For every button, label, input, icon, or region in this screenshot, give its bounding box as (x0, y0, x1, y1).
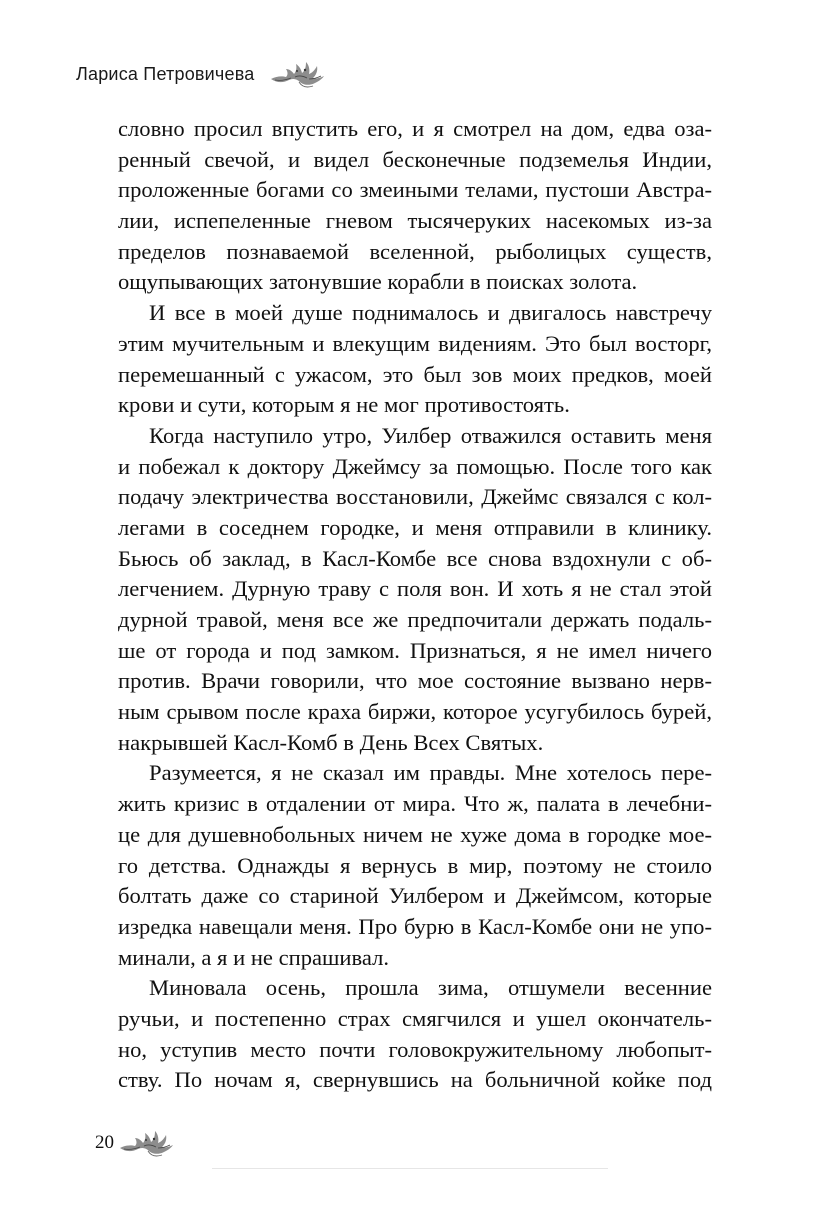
text-line: ству. По ночам я, свернувшись на больничной койке под (118, 1067, 712, 1093)
text-line: Разумеется, я не сказал им правды. Мне хотелось пере- (149, 760, 712, 786)
text-line: словно просил впустить его, и я смотрел на дом, едва оза- (118, 116, 712, 141)
text-line: легчением. Дурную траву с поля вон. И хоть я не стал этой (118, 576, 712, 602)
text-line: Миновала осень, прошла зима, отшумели весенние (149, 975, 712, 1001)
text-line: жить кризис в отдалении от мира. Что ж, палата в лечебни- (118, 791, 712, 817)
text-line: И все в моей душе поднималось и двигалось навстречу (149, 300, 712, 326)
text-line: го детства. Однажды я вернусь в мир, поэтому не стоило (118, 852, 712, 878)
text-line: подачу электричества восстановили, Джеймс связался с кол- (118, 484, 712, 510)
text-line: болтать даже со стариной Уилбером и Джеймсом, которые (118, 883, 712, 909)
text-line: ощупывающих затонувшие корабли в поисках золота. (118, 269, 638, 295)
text-line: против. Врачи говорили, что мое состояние вызвано нерв- (118, 668, 712, 694)
page-footer (95, 1128, 174, 1158)
text-line: но, уступив место почти головокружительному любопыт- (118, 1036, 712, 1062)
text-line: це для душевнобольных ничем не хуже дома в городке мое- (118, 821, 712, 847)
text-line: пределов познаваемой вселенной, рыболицых существ, (118, 238, 712, 264)
text-line: и побежал к доктору Джеймсу за помощью. После того как (118, 453, 712, 479)
text-line: дурной травой, меня все же предпочитали держать подаль- (118, 607, 712, 632)
text-line: проложенные богами со змеиными телами, пустоши Австра- (118, 177, 712, 203)
text-line: минали, а я и не спрашивал. (118, 944, 390, 970)
text-line: ше от города и под замком. Признаться, я не имел ничего (118, 637, 712, 663)
bottom-divider (212, 1168, 608, 1169)
text-line: перемешанный с ужасом, это был зов моих предков, моей (118, 361, 712, 387)
text-line: этим мучительным и влекущим видениям. Это был восторг, (118, 330, 712, 356)
running-head (76, 58, 325, 90)
text-line: Бьюсь об заклад, в Касл-Комбе все снова вздохнули с об- (118, 545, 712, 571)
text-line: ренный свечой, и видел бесконечные подземелья Индии, (118, 146, 712, 172)
text-line: ным срывом после краха биржи, которое усугубилось бурей, (118, 699, 712, 725)
text-line: лии, испепеленные гневом тысячеруких насекомых из-за (118, 208, 712, 234)
kraken-ornament-icon (269, 59, 325, 89)
text-line: Когда наступило утро, Уилбер отважился оставить меня (149, 422, 712, 448)
body-text (118, 114, 712, 1096)
text-line: ручьи, и постепенно страх смягчился и ушел окончатель- (118, 1005, 712, 1031)
text-line: легами в соседнем городке, и меня отправили в клинику. (118, 514, 712, 540)
page-number: 20 (95, 1132, 114, 1153)
author-name: Лариса Петровичева (76, 63, 255, 84)
text-line: накрывшей Касл-Комб в День Всех Святых. (118, 729, 544, 755)
kraken-ornament-icon (118, 1128, 174, 1158)
text-line: изредка навещали меня. Про бурю в Касл-Комбе они не упо- (118, 913, 712, 939)
text-line: крови и сути, которым я не мог противостоять. (118, 392, 570, 418)
